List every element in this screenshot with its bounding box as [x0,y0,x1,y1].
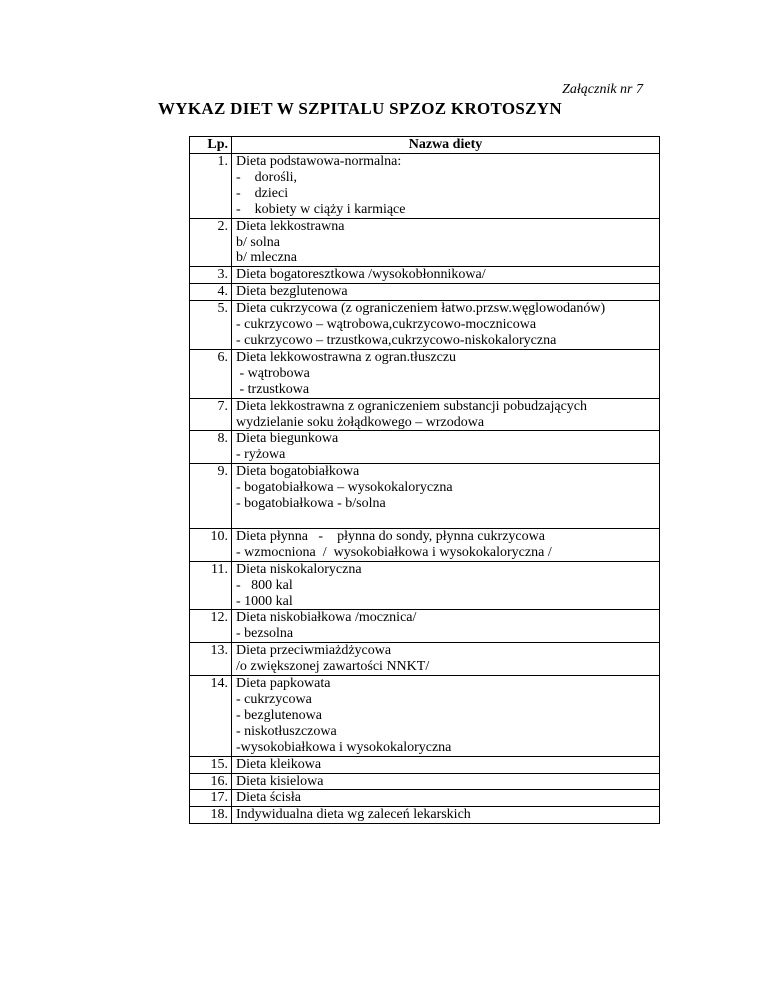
diet-description [232,218,660,267]
row-number: 14. [190,676,232,757]
table-row [190,284,660,301]
row-number: 16. [190,773,232,790]
table-row [190,301,660,350]
diet-variant: b/ solna [236,234,280,250]
header-diet-name: Nazwa diety [232,137,660,154]
row-number: 4. [190,284,232,301]
row-spacer [236,512,659,528]
diet-variant: - cukrzycowo – wątrobowa,cukrzycowo-mocznicowa [236,317,537,333]
row-number: 17. [190,790,232,807]
diet-variant: - bezglutenowa [236,707,322,723]
diet-variant: /o zwiększonej zawartości NNKT/ [236,659,430,675]
diet-name: Dieta ścisła [236,790,301,806]
table-row [190,561,660,610]
diet-variant: - 800 kal [236,577,293,593]
diet-variant: -wysokobiałkowa i wysokokaloryczna [236,739,452,755]
row-number: 1. [190,154,232,219]
diet-name: Dieta lekkostrawna [236,218,345,234]
diet-description [232,301,660,350]
table-row [190,807,660,824]
diet-name: Dieta bogatobiałkowa [236,464,360,480]
diet-variant: - bogatobiałkowa – wysokokaloryczna [236,480,453,496]
diet-description [232,676,660,757]
diet-description [232,154,660,219]
diet-variant: - wątrobowa [236,365,310,381]
diet-name: Dieta cukrzycowa (z ograniczeniem łatwo.przsw.węglowodanów) [236,301,606,317]
row-number: 7. [190,398,232,431]
row-number: 11. [190,561,232,610]
diet-variant: - kobiety w ciąży i karmiące [236,201,406,217]
table-row [190,267,660,284]
diet-name: Dieta bezglutenowa [236,284,348,300]
diet-variant: - trzustkowa [236,381,310,397]
diet-variant: - cukrzycowa [236,692,312,707]
table-row [190,218,660,267]
table-row [190,431,660,464]
table-row [190,790,660,807]
table-header-row [190,137,660,154]
diet-variant: - dorośli, [236,169,298,185]
diet-name: Dieta lekkowostrawna z ogran.tłuszczu [236,349,457,365]
diet-variant: - niskotłuszczowa [236,723,337,739]
row-number: 8. [190,431,232,464]
diet-variant: - wzmocniona / wysokobiałkowa i wysokokaloryczna / [236,544,552,560]
row-number: 3. [190,267,232,284]
table-row [190,349,660,398]
diet-variant: - cukrzycowo – trzustkowa,cukrzycowo-niskokaloryczna [236,332,557,348]
row-number: 18. [190,807,232,824]
diet-description [232,464,660,529]
diet-description [232,284,660,301]
row-number: 13. [190,643,232,676]
row-number: 10. [190,528,232,561]
row-number: 6. [190,349,232,398]
diet-description [232,643,660,676]
diet-variant: - dzieci [236,185,289,201]
diet-description [232,790,660,807]
diet-name: Dieta przeciwmiażdżycowa [236,643,392,659]
diet-name: Dieta lekkostrawna z ograniczeniem substancji pobudzających [236,398,588,414]
row-number: 15. [190,756,232,773]
diet-table-body [190,154,660,824]
diet-name: Dieta biegunkowa [236,431,339,447]
diet-name: Dieta niskobiałkowa /mocznica/ [236,610,417,626]
diet-description [232,349,660,398]
table-row [190,643,660,676]
diet-variant: - ryżowa [236,447,286,463]
diet-variant: - 1000 kal [236,593,293,609]
table-row [190,610,660,643]
row-number: 5. [190,301,232,350]
diet-description [232,431,660,464]
table-row [190,154,660,219]
diet-variant: wydzielanie soku żołądkowego – wrzodowa [236,414,485,430]
row-number: 12. [190,610,232,643]
diet-description [232,267,660,284]
table-row [190,773,660,790]
table-row [190,398,660,431]
diet-name: Dieta kisielowa [236,773,324,789]
diet-description [232,398,660,431]
diet-name: Dieta bogatoresztkowa /wysokobłonnikowa/ [236,267,486,283]
table-row [190,528,660,561]
diet-name: Dieta niskokaloryczna [236,561,362,577]
diet-variant: - bogatobiałkowa - b/solna [236,496,386,512]
diet-name: Dieta kleikowa [236,756,322,772]
annex-label: Załącznik nr 7 [562,82,643,97]
row-number: 9. [190,464,232,529]
diet-description [232,610,660,643]
table-row [190,676,660,757]
diet-name: Dieta papkowata [236,676,331,692]
diet-variant: b/ mleczna [236,250,298,266]
diet-name: Dieta płynna - płynna do sondy, płynna cukrzycowa [236,528,545,544]
header-lp: Lp. [190,137,232,154]
table-row [190,756,660,773]
diet-table [189,136,660,824]
diet-description [232,807,660,824]
diet-description [232,756,660,773]
table-row [190,464,660,529]
diet-description [232,773,660,790]
diet-description [232,561,660,610]
document-title: WYKAZ DIET W SZPITALU SPZOZ KROTOSZYN [158,99,562,118]
row-number: 2. [190,218,232,267]
diet-variant: - bezsolna [236,626,294,642]
diet-name: Indywidualna dieta wg zaleceń lekarskich [236,807,471,823]
diet-description [232,528,660,561]
diet-name: Dieta podstawowa-normalna: [236,154,402,169]
